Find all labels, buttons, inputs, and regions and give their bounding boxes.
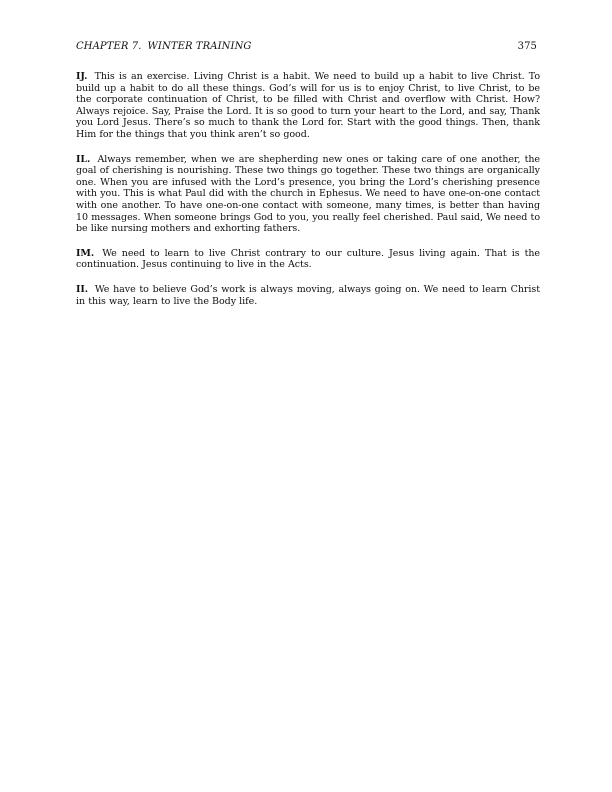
running-head <box>76 41 252 52</box>
paragraph-text: This is an exercise. Living Christ is a habit. We need to build up a habit to live Christ. To build up a habit to do all these things. God’s will for us is to enjoy Christ, to live Christ, to be the corporate continuation of Christ, to be filled with Christ and overflow with Christ. How? Always rejoice. Say, Praise the Lord. It is so good to turn your heart to the Lord, and say, Thank you Lord Jesus. There’s so much to thank the Lord for. Start with the good things. Then, thank Him for the things that you think aren’t so good. <box>76 71 540 140</box>
paragraph-text: Always remember, when we are shepherding new ones or taking care of one another, the goal of cherishing is nourishing. These two things go together. These two things are organically one. When you are infused with the Lord’s presence, you bring the Lord’s cherishing presence with you. This is what Paul did with the church in Ephesus. We need to have one-on-one contact with one another. To have one-on-one contact with someone, many times, is better than having 10 messages. When someone brings God to you, you really feel cherished. Paul said, We need to be like nursing mothers and exhorting fathers. <box>76 153 540 235</box>
paragraph-text: We have to believe God’s work is always moving, always going on. We need to learn Christ in this way, learn to live the Body life. <box>76 283 540 307</box>
paragraph <box>76 248 540 271</box>
paragraph <box>76 154 540 235</box>
chapter-label: CHAPTER 7. <box>76 41 142 52</box>
page-header <box>76 41 537 55</box>
paragraph-tag: IL. <box>76 153 91 165</box>
chapter-title: WINTER TRAINING <box>147 41 252 52</box>
paragraph-tag: IM. <box>76 247 95 259</box>
paragraph <box>76 284 540 307</box>
paragraph-tag: IJ. <box>76 71 88 82</box>
paragraph <box>76 71 540 141</box>
body-text <box>76 71 540 320</box>
page-number: 375 <box>517 41 537 52</box>
paragraph-tag: II. <box>76 283 89 295</box>
paragraph-text: We need to learn to live Christ contrary to our culture. Jesus living again. That is the continuation. Jesus continuing to live in the Acts. <box>76 247 540 271</box>
